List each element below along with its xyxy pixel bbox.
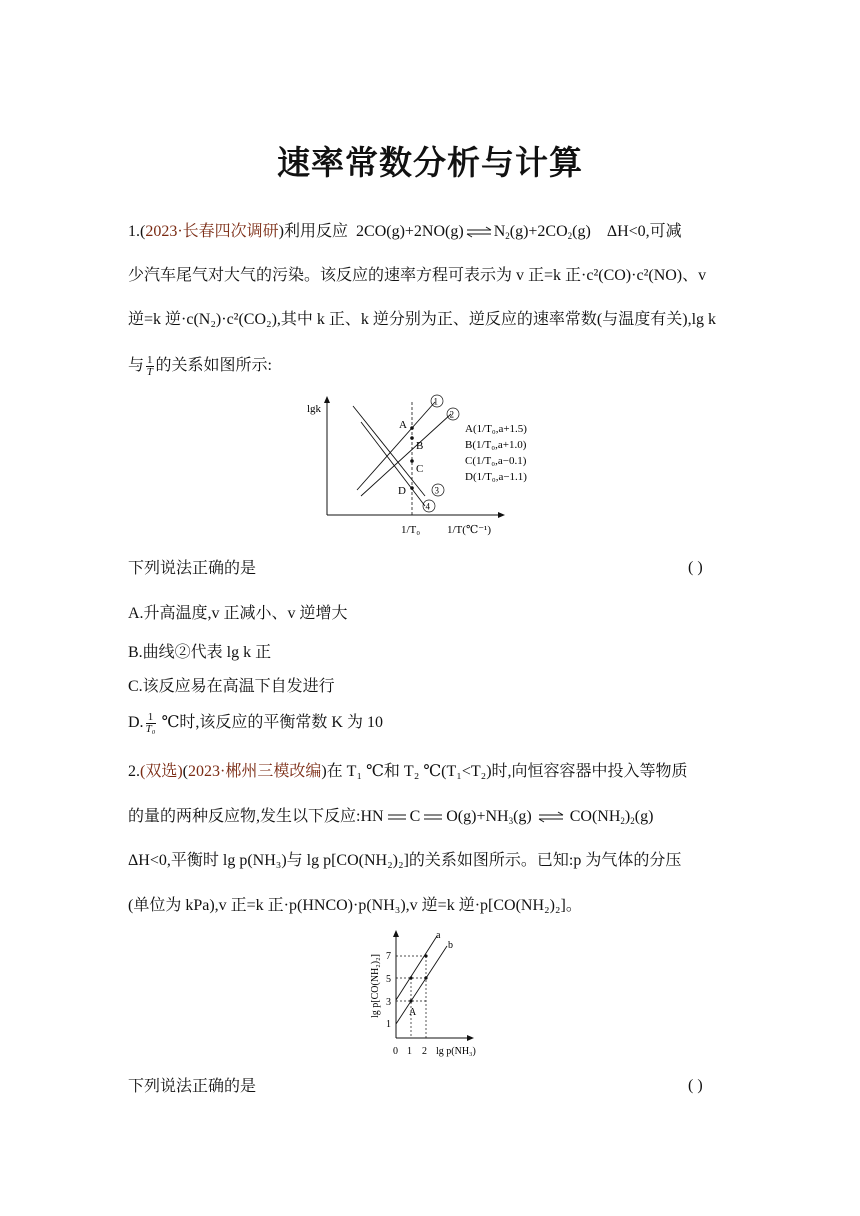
point-1-5	[409, 976, 412, 979]
q2-stem: 下列说法正确的是	[128, 1078, 257, 1095]
q1-figure-lgk-vs-inverse-t	[305, 392, 555, 537]
page-title: 速率常数分析与计算	[277, 143, 583, 182]
y-axis-label: lg p[CO(NH₂)₂]	[370, 954, 381, 1018]
q2-source: 2023·郴州三模改编	[188, 763, 322, 780]
x-axis-label: lg p(NH₃)	[436, 1046, 476, 1057]
q1-option-d: D. $\frac{1}{\text{T₀}}$ ℃时,该反应的平衡常数 K 为 10	[128, 711, 383, 735]
x-tick-0: 0	[393, 1046, 398, 1057]
q1-stem: 下列说法正确的是	[128, 560, 257, 577]
point-c	[410, 459, 414, 463]
y-axis-arrow-icon	[393, 930, 399, 937]
point-d-label: D	[398, 485, 406, 497]
q1-line-4: 与 $\frac{1}{T}$ 的关系如图所示:	[128, 354, 272, 378]
fraction-1-over-t: $\frac{1}{T}$	[146, 354, 153, 378]
x-axis-label: 1/T(℃⁻¹)	[447, 524, 492, 536]
point-a	[409, 999, 412, 1002]
q2-line-2: 的量的两种反应物,发生以下反应:HN C $O(g)+NH_3(g)$ $CO(NH_2)_2(g)$	[128, 808, 654, 826]
x-axis-arrow-icon	[498, 512, 505, 518]
q1-answer-blank: ( )	[688, 559, 703, 576]
x-tick-1: 1	[407, 1046, 412, 1057]
q2-line-1: 2.(双选)(2023·郴州三模改编)在 T₁ ℃和 T₂ ℃(T₁<T₂)时,向恒容容器中投入等物质	[128, 763, 688, 780]
x-tick-2: 2	[422, 1046, 427, 1057]
q1-reaction-left: 2CO(g)+2NO(g)	[356, 223, 464, 240]
legend-c: C(1/T₀,a−0.1)	[465, 455, 527, 467]
line-b	[396, 946, 447, 1024]
y-tick-1: 1	[386, 1019, 391, 1030]
y-tick-5: 5	[386, 974, 391, 985]
double-bond-icon	[422, 812, 444, 822]
q2-figure-lg-p-chart	[364, 926, 504, 1060]
q1-number: 1.	[128, 223, 140, 240]
point-c-label: C	[416, 463, 424, 475]
point-b-label: B	[416, 440, 424, 452]
curve-2-label: 2	[449, 409, 454, 420]
q1-option-c: C.该反应易在高温下自发进行	[128, 678, 335, 695]
point-a-label: A	[409, 1007, 417, 1018]
point-a	[410, 426, 414, 430]
curve-1-label: 1	[433, 396, 438, 407]
q1-line-2: 少汽车尾气对大气的污染。该反应的速率方程可表示为 v 正=k 正·c²(CO)·c²(NO)、v	[128, 267, 707, 284]
q1-option-b: B.曲线②代表 lg k 正	[128, 644, 272, 661]
y-axis-arrow-icon	[324, 396, 330, 403]
double-bond-icon	[386, 812, 408, 822]
q2-tag: (双选)	[140, 763, 183, 780]
y-tick-3: 3	[386, 997, 391, 1008]
equilibrium-arrow-icon	[534, 811, 568, 823]
line-a	[396, 936, 437, 1000]
q2-answer-blank: ( )	[688, 1077, 703, 1094]
q1-option-a: A.升高温度,v 正减小、v 逆增大	[128, 605, 348, 622]
x-axis-arrow-icon	[467, 1035, 474, 1041]
legend-b: B(1/T₀,a+1.0)	[465, 439, 527, 451]
curve-3-label: 3	[434, 485, 439, 496]
legend-a: A(1/T₀,a+1.5)	[465, 423, 527, 435]
point-d	[410, 486, 414, 490]
point-a-label: A	[399, 419, 407, 431]
q1-delta-h: ΔH<0,可减	[606, 223, 682, 240]
fraction-1-over-t0: $\frac{1}{\text{T₀}}$	[145, 711, 156, 735]
legend-d: D(1/T₀,a−1.1)	[465, 471, 527, 483]
curve-4-label: 4	[425, 501, 430, 512]
q1-line-1: 1.(2023·长春四次调研)利用反应 2CO(g)+2NO(g) $N_2(g)+2CO_2(g)$ ΔH<0,可减	[128, 223, 682, 241]
q2-line-3: ΔH<0,平衡时 lg p(NH₃)与 lg p[CO(NH₂)₂]的关系如图所示。已知:p 为气体的分压	[128, 852, 682, 869]
point-2-7	[424, 954, 427, 957]
q1-line-3: 逆=k 逆·c(N₂)·c²(CO₂),其中 k 正、k 逆分别为正、逆反应的速率常数(与温度有关),lg k	[128, 311, 717, 328]
q2-number: 2.	[128, 763, 140, 780]
y-axis-label: lgk	[307, 403, 322, 415]
y-tick-7: 7	[386, 951, 391, 962]
q2-line-4: (单位为 kPa),v 正=k 正·p(HNCO)·p(NH₃),v 逆=k 逆·p[CO(NH₂)₂]。	[128, 897, 582, 914]
q1-source: 2023·长春四次调研	[145, 223, 279, 240]
point-2-5	[424, 976, 427, 979]
line-a-label: a	[436, 930, 441, 941]
x-tick-label: 1/T₀	[401, 524, 421, 536]
point-b	[410, 436, 414, 440]
line-b-label: b	[448, 940, 453, 951]
equilibrium-arrow-icon	[466, 226, 492, 238]
